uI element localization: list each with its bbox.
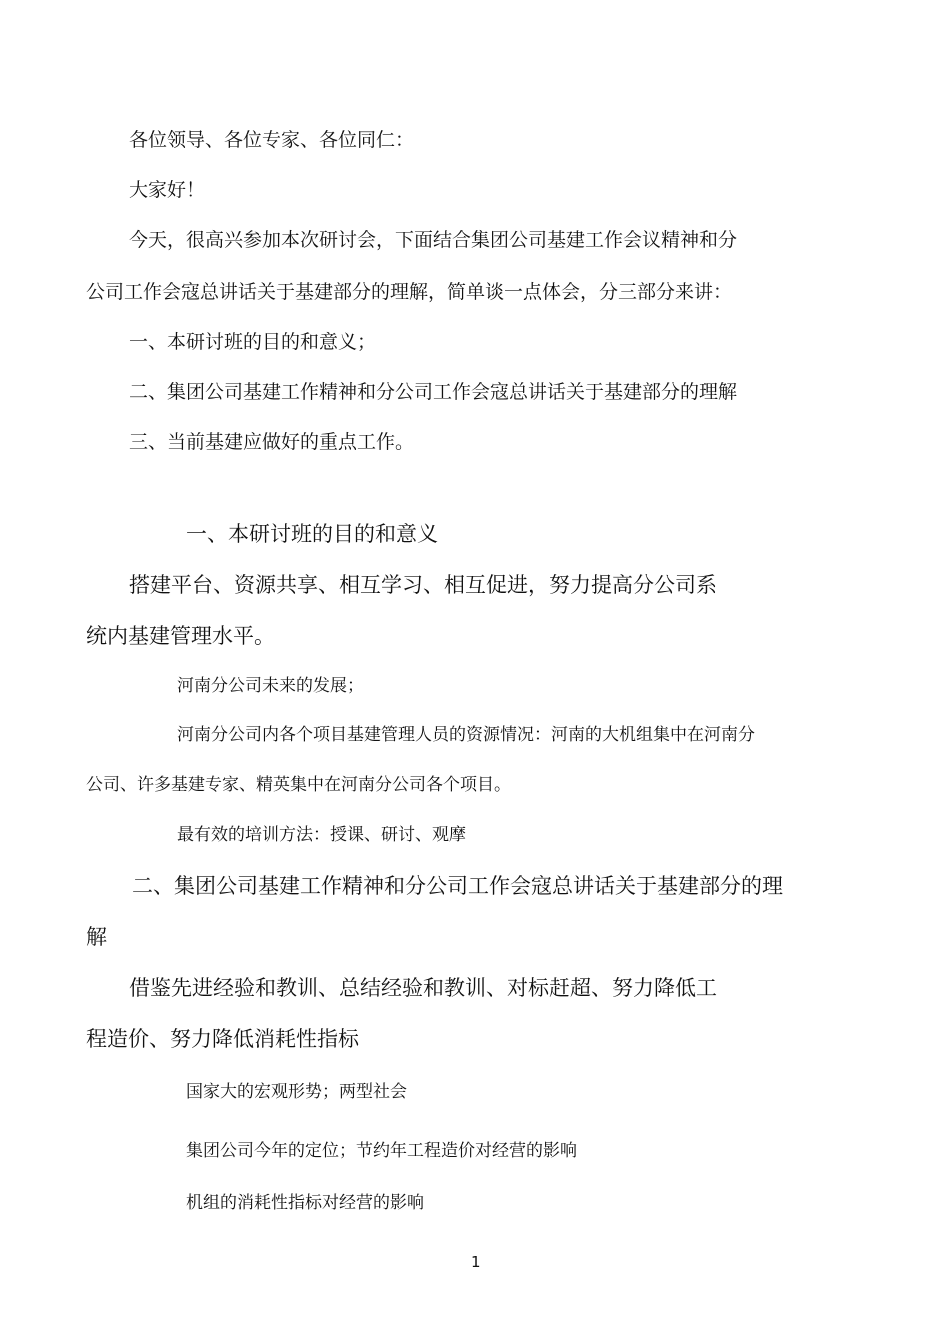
section2-heading-1: 二、集团公司基建工作精神和分公司工作会寇总讲话关于基建部分的理 <box>132 874 783 898</box>
section2-lead-1: 借鉴先进经验和教训、总结经验和教训、对标赶超、努力降低工 <box>129 976 717 1000</box>
outline-item-3: 三、当前基建应做好的重点工作。 <box>129 431 415 453</box>
section1-point-1: 河南分公司未来的发展； <box>177 676 364 696</box>
hello: 大家好！ <box>129 179 206 201</box>
greeting: 各位领导、各位专家、各位同仁： <box>129 129 415 151</box>
intro-line-2: 公司工作会寇总讲话关于基建部分的理解，简单谈一点体会，分三部分来讲： <box>86 281 733 303</box>
page-number: 1 <box>471 1253 481 1271</box>
section1-lead-1: 搭建平台、资源共享、相互学习、相互促进，努力提高分公司系 <box>129 573 717 597</box>
section1-heading: 一、本研讨班的目的和意义 <box>186 522 438 546</box>
intro-line-1: 今天，很高兴参加本次研讨会，下面结合集团公司基建工作会议精神和分 <box>129 229 738 251</box>
section2-point-1: 国家大的宏观形势；两型社会 <box>186 1082 407 1102</box>
section1-point-2: 河南分公司内各个项目基建管理人员的资源情况：河南的大机组集中在河南分 <box>177 725 755 745</box>
section1-point-2-cont: 公司、许多基建专家、精英集中在河南分公司各个项目。 <box>86 775 511 795</box>
outline-item-1: 一、本研讨班的目的和意义； <box>129 331 377 353</box>
outline-item-2: 二、集团公司基建工作精神和分公司工作会寇总讲话关于基建部分的理解 <box>129 381 738 403</box>
section2-heading-2: 解 <box>86 925 107 949</box>
section1-point-3: 最有效的培训方法：授课、研讨、观摩 <box>177 825 466 845</box>
section2-point-2: 集团公司今年的定位；节约年工程造价对经营的影响 <box>186 1141 577 1161</box>
section1-lead-2: 统内基建管理水平。 <box>86 624 275 648</box>
section2-point-3: 机组的消耗性指标对经营的影响 <box>186 1193 424 1213</box>
section2-lead-2: 程造价、努力降低消耗性指标 <box>86 1027 359 1051</box>
